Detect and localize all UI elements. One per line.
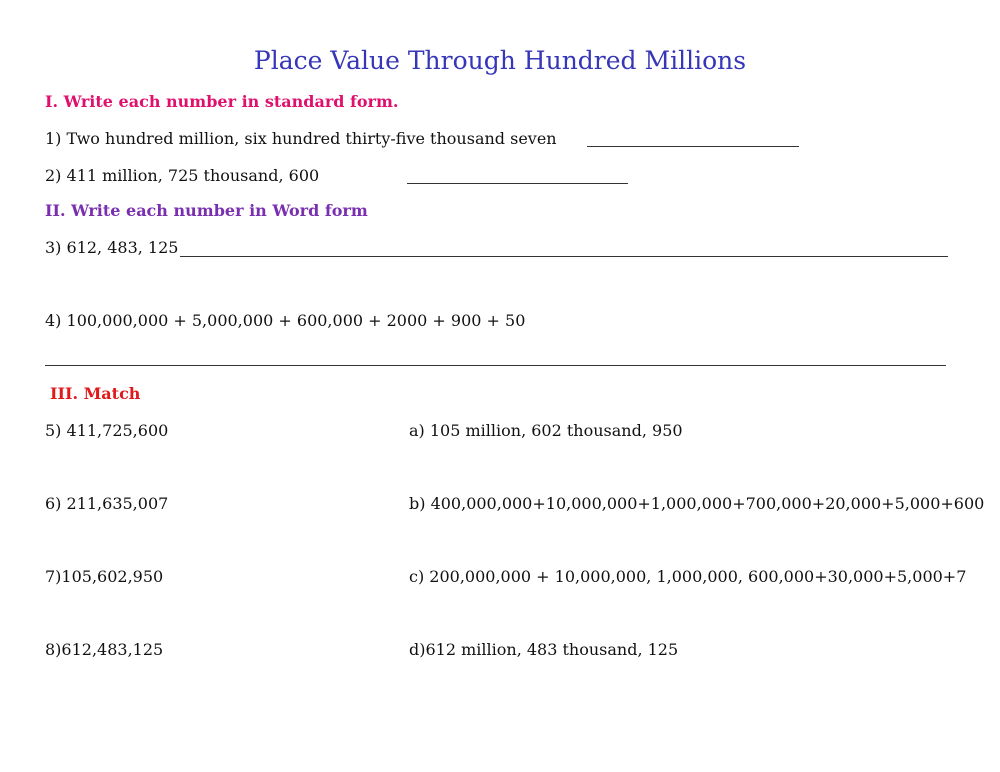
match-item-6: 6) 211,635,007 xyxy=(45,494,169,513)
question-1-text: 1) Two hundred million, six hundred thirty-five thousand seven xyxy=(45,129,557,148)
answer-line-2[interactable] xyxy=(407,183,628,184)
match-item-5: 5) 411,725,600 xyxy=(45,421,169,440)
question-4-text: 4) 100,000,000 + 5,000,000 + 600,000 + 2000 + 900 + 50 xyxy=(45,311,526,330)
answer-line-1[interactable] xyxy=(587,146,799,147)
section-one-heading: I. Write each number in standard form. xyxy=(45,92,399,111)
match-item-8: 8)612,483,125 xyxy=(45,640,164,659)
match-option-a: a) 105 million, 602 thousand, 950 xyxy=(409,421,683,440)
match-option-b: b) 400,000,000+10,000,000+1,000,000+700,000+20,000+5,000+600 xyxy=(409,494,985,513)
answer-line-4[interactable] xyxy=(45,365,946,366)
match-option-c: c) 200,000,000 + 10,000,000, 1,000,000, 600,000+30,000+5,000+7 xyxy=(409,567,967,586)
answer-line-3[interactable] xyxy=(180,256,948,257)
question-2-text: 2) 411 million, 725 thousand, 600 xyxy=(45,166,320,185)
match-item-7: 7)105,602,950 xyxy=(45,567,164,586)
worksheet-title: Place Value Through Hundred Millions xyxy=(253,46,747,75)
section-three-heading: III. Match xyxy=(50,384,141,403)
match-option-d: d)612 million, 483 thousand, 125 xyxy=(409,640,679,659)
question-3-text: 3) 612, 483, 125 xyxy=(45,238,179,257)
section-two-heading: II. Write each number in Word form xyxy=(45,201,368,220)
